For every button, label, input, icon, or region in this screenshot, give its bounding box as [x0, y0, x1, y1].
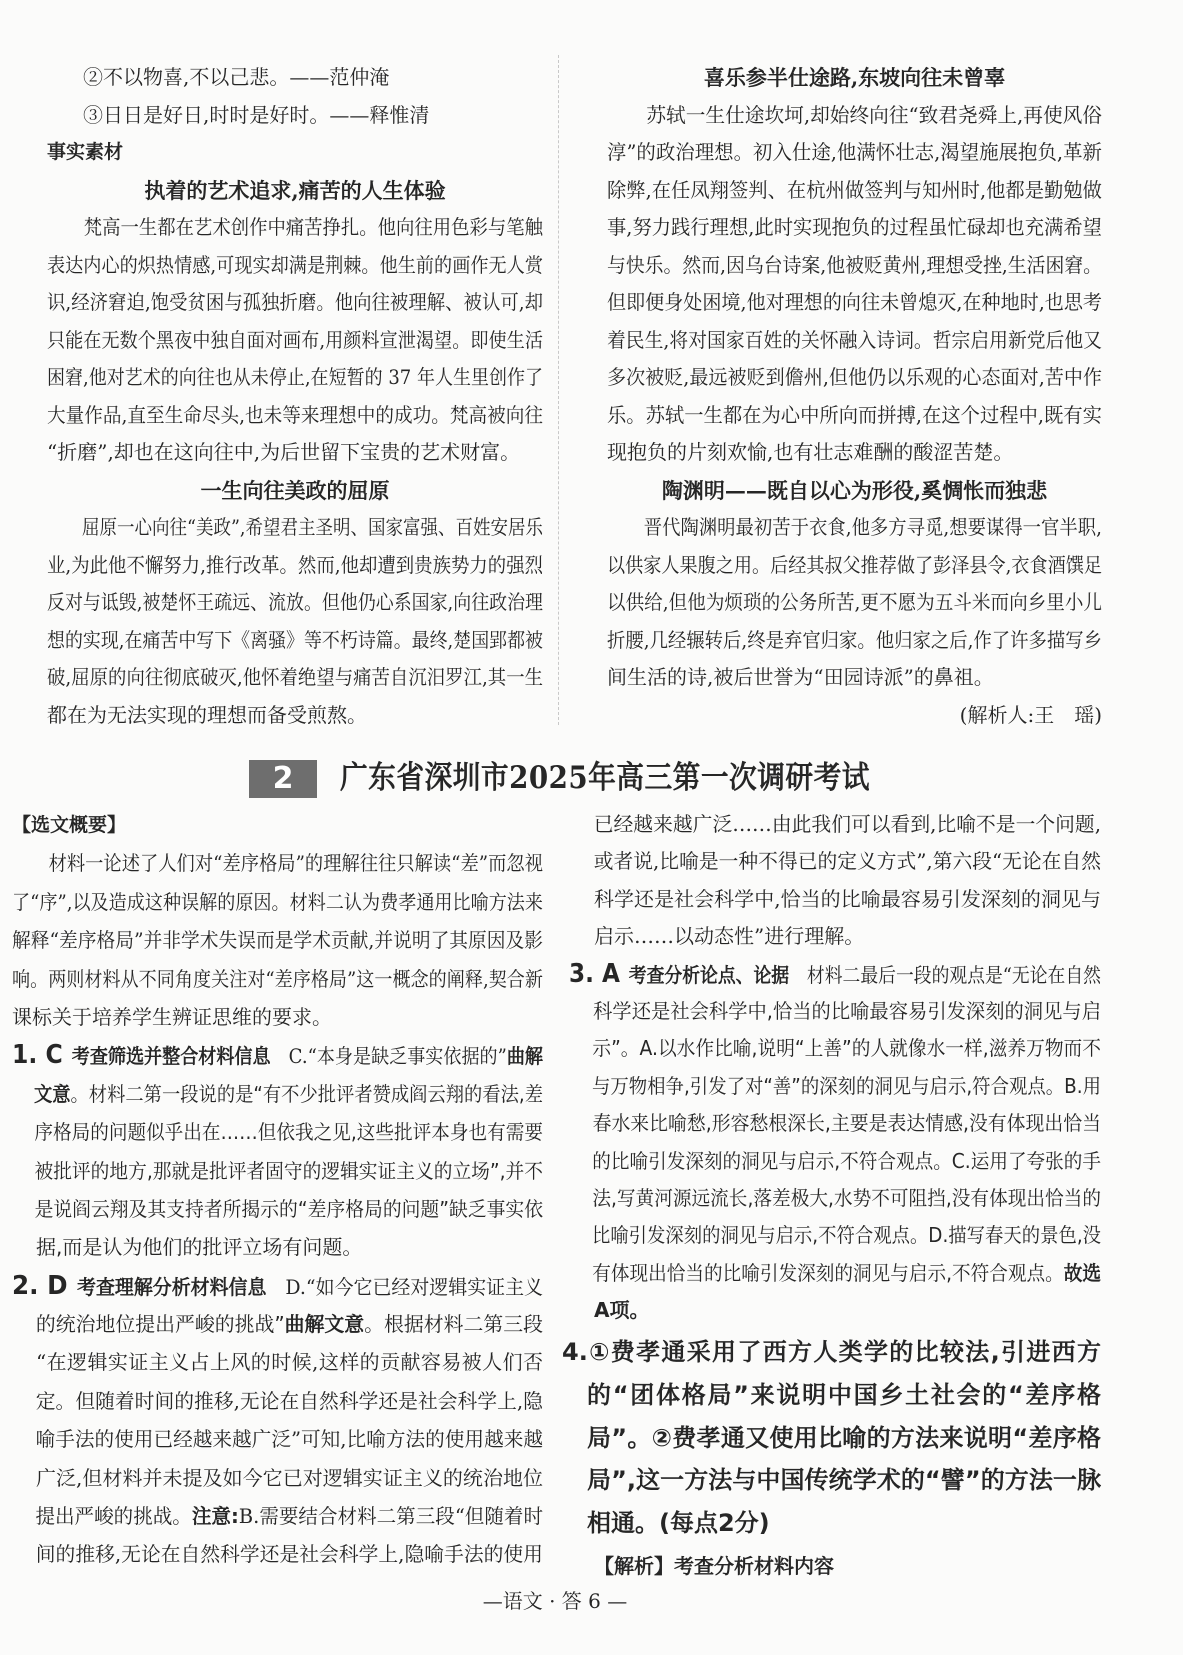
right-top-column [607, 59, 1102, 734]
text-line [569, 1068, 1102, 1105]
text-line: ②不以物喜,不以己悲。——范仲淹 [83, 65, 390, 89]
question-number: 1. C [12, 1040, 63, 1071]
text-segment: 。根据材料二第三段 [364, 1312, 544, 1337]
text-line [12, 1228, 543, 1266]
bold-text: 考查筛选并整合材料信息 [71, 1044, 271, 1069]
text-segment: 据,而是认为他们的批评立场有问题。 [36, 1235, 363, 1260]
text-line: 与快乐。然而,因乌台诗案,他被贬黄州,理想受挫,生活困窘。 [607, 252, 1103, 277]
text-line: 着民生,将对国家百姓的关怀融入诗词。哲宗启用新党后他又 [607, 327, 1102, 352]
text-line: 喻手法的使用已经越来越广泛”可知,比喻方法的使用越来越 [35, 1427, 544, 1452]
text-line: 但即便身处困境,他对理想的向往未曾熄灭,在种地时,也思考 [607, 290, 1102, 314]
text-line: “在逻辑实证主义占上风的时候,这样的贡献容易被人们否 [36, 1350, 543, 1375]
text-line [12, 1497, 544, 1535]
text-line: 科学还是社会科学中,恰当的比喻最容易引发深刻的洞见与 [594, 886, 1101, 911]
text-line: 解释“差序格局”并非学术失误而是学术贡献,并说明了其原因及影 [12, 928, 543, 953]
text-segment: 科学还是社会科学中,恰当的比喻最容易引发深刻的洞见与启 [593, 998, 1102, 1023]
text-line: 间生活的诗,被后世誉为“田园诗派”的鼻祖。 [607, 665, 994, 689]
text-line [12, 1190, 544, 1228]
text-line [569, 1217, 1102, 1254]
section-heading: 喜乐参半仕途路,东坡向往未曾辜 [703, 65, 1006, 90]
bold-text: A项。 [594, 1298, 650, 1323]
text-line: 破,屈原的向往彻底破灭,他怀着绝望与痛苦自沉汨罗江,其一生 [47, 665, 544, 689]
text-segment: 法,写黄河源远流长,落差极大,水势不可阻挡,没有体现出恰当的 [592, 1185, 1101, 1210]
text-line [569, 993, 1102, 1030]
section-heading: 执着的艺术追求,痛苦的人生体验 [144, 177, 446, 203]
text-line [569, 1292, 1101, 1329]
text-line [569, 1180, 1101, 1217]
text-segment: 示”。A.以水作比喻,说明“上善”的人就像水一样,滋养万物而不 [592, 1036, 1102, 1061]
text-segment: 被批评的地方,那就是批评者固守的逻辑实证主义的立场”,并不 [34, 1158, 544, 1183]
text-line: 困窘,他对艺术的向往也从未停止,在短暂的 37 年人生里创作了 [47, 365, 544, 389]
text-line: 晋代陶渊明最初苦于衣食,他多方寻觅,想要谋得一官半职, [643, 515, 1102, 539]
text-line: 想的实现,在痛苦中写下《离骚》等不朽诗篇。最终,楚国郢都被 [47, 627, 544, 652]
text-line: 现抱负的片刻欢愉,也有壮志难酬的酸涩苦楚。 [607, 440, 1014, 464]
text-line: 或者说,比喻是一种不得已的定义方式”,第六段“无论在自然 [593, 849, 1101, 874]
bold-text: 曲解 [506, 1044, 543, 1069]
text-line: 局”,这一方法与中国传统学术的“譬”的方法一脉 [587, 1466, 1101, 1495]
text-line [12, 1113, 544, 1151]
text-segment: 春水来比喻愁,形容愁根深长,主要是表达情感,没有体现出恰当 [592, 1111, 1101, 1136]
text-segment: 是说阎云翔及其支持者所揭示的“差序格局的问题”缺乏事实依 [34, 1196, 544, 1221]
text-line: 4.①费孝通采用了西方人类学的比较法,引进西方 [562, 1338, 1101, 1366]
text-segment: 比喻引发深刻的洞见与启示,不符合观点。D.描写春天的景色,没 [591, 1223, 1102, 1248]
section-label: 事实素材 [47, 141, 124, 163]
text-line: 大量作品,直至生命尽头,也未等来理想中的成功。梵高被向往 [47, 402, 544, 427]
text-line: ③日日是好日,时时是好时。——释惟清 [83, 102, 430, 127]
text-segment: 材料二最后一段的观点是“无论在自然 [789, 962, 1101, 987]
section-label: 【选文概要】 [12, 814, 127, 836]
text-line [569, 1143, 1102, 1180]
text-segment: 的统治地位提出严峻的挑战” [35, 1312, 285, 1337]
text-line [569, 956, 1101, 993]
text-line [569, 1548, 1101, 1584]
text-line: 除弊,在任凤翔签判、在杭州做签判与知州时,他都是勤勉做 [607, 177, 1102, 202]
text-line [12, 1305, 544, 1343]
text-line [12, 1267, 543, 1305]
section-heading: 一生向往美政的屈原 [200, 477, 390, 503]
bold-text: 故选 [1063, 1260, 1101, 1285]
text-line: 事,努力践行理想,此时实现抱负的过程虽忙碌却也充满希望 [607, 215, 1102, 239]
text-line: 梵高一生都在艺术创作中痛苦挣扎。他向往用色彩与笔触 [83, 215, 543, 239]
text-line [12, 1152, 544, 1190]
text-line: 间的推移,无论在自然科学还是社会科学上,隐喻手法的使用 [35, 1542, 543, 1567]
text-line: (解析人:王 瑶) [959, 702, 1102, 727]
text-line: 多次被贬,最远被贬到儋州,但他仍以乐观的心态面对,苦中作 [607, 365, 1102, 389]
bold-text: 【解析】考查分析材料内容 [594, 1554, 834, 1578]
bold-text: 曲解文意 [284, 1312, 365, 1337]
answer-4-block [562, 1331, 1101, 1545]
text-line: 局”。②费孝通又使用比喻的方法来说明“差序格 [587, 1423, 1101, 1452]
bold-text: 注意: [191, 1504, 239, 1529]
text-line: 反对与诋毁,被楚怀王疏远、流放。但他仍心系国家,向往政治理 [47, 590, 544, 614]
text-line: 淳”的政治理想。初入仕途,他满怀壮志,渴望施展抱负,革新 [607, 140, 1102, 164]
text-line: 已经越来越广泛……由此我们可以看到,比喻不是一个问题, [593, 812, 1102, 836]
text-segment: 与万物相争,引发了对“善”的深刻的洞见与启示,符合观点。B.用 [591, 1073, 1102, 1098]
section-heading: 陶渊明——既自以心为形役,奚惆怅而独悲 [661, 477, 1048, 503]
text-line: 以供给,但他为烦琐的公务所苦,更不愿为五斗米而向乡里小儿 [607, 590, 1103, 614]
question-number: 3. A [569, 958, 620, 989]
text-line: 只能在无数个黑夜中独自面对画布,用颜料宣泄渴望。即使生活 [47, 327, 543, 352]
text-line [569, 1030, 1102, 1067]
text-line: 乐。苏轼一生都在为心中所向而拼搏,在这个过程中,既有实 [607, 402, 1102, 427]
text-line: 业,为此他不懈努力,推行改革。然而,他却遭到贵族势力的强烈 [47, 552, 544, 577]
text-line: 都在为无法实现的理想而备受煎熬。 [47, 702, 367, 727]
text-segment: D.“如今它已经对逻辑实证主义 [266, 1274, 543, 1299]
text-line [12, 1075, 544, 1113]
text-line: 苏轼一生仕途坎坷,却始终向往“致君尧舜上,再使风俗 [646, 102, 1103, 127]
text-line: 课标关于培养学生辨证思维的要求。 [12, 1004, 332, 1029]
left-bottom-column [12, 806, 543, 1574]
bold-text: 考查分析论点、论据 [628, 962, 790, 987]
text-line [569, 1105, 1101, 1142]
text-line: 响。两则材料从不同角度关注对“差序格局”这一概念的阐释,契合新 [12, 966, 544, 991]
text-line: “折磨”,却也在这向往中,为后世留下宝贵的艺术财富。 [47, 440, 521, 464]
text-line [12, 1036, 543, 1074]
bold-text: 文意 [33, 1081, 71, 1106]
column-divider [558, 55, 559, 725]
question-number: 2. D [12, 1270, 68, 1301]
text-segment: 提出严峻的挑战。 [35, 1504, 192, 1529]
text-line: 相通。(每点2分) [587, 1509, 770, 1538]
text-line: 材料一论述了人们对“差序格局”的理解往往只解读“差”而忽视 [48, 851, 544, 876]
text-line: 广泛,但材料并未提及如今它已对逻辑实证主义的统治地位 [36, 1465, 543, 1490]
right-bottom-column [569, 806, 1101, 1329]
section-title: 广东省深圳市2025年高三第一次调研考试 [340, 760, 870, 796]
text-line: 了“序”,以及造成这种误解的原因。材料二认为费孝通用比喻方法来 [12, 889, 544, 914]
text-segment: B.需要结合材料二第三段“但随着时 [238, 1504, 544, 1529]
text-line: 识,经济窘迫,饱受贫困与孤独折磨。他向往被理解、被认可,却 [47, 290, 544, 314]
text-line: 定。但随着时间的推移,无论在自然科学还是社会科学上,隐 [35, 1388, 543, 1413]
text-segment: 的比喻引发深刻的洞见与启示,不符合观点。C.运用了夸张的手 [592, 1148, 1102, 1173]
page-footer: —语文 · 答 6 — [482, 1589, 628, 1613]
text-line: 以供家人果腹之用。后经其叔父推荐做了彭泽县令,衣食酒馔足 [607, 552, 1103, 577]
analysis-line [569, 1548, 1101, 1584]
text-line: 屈原一心向往“美政”,希望君主圣明、国家富强、百姓安居乐 [82, 515, 544, 539]
text-line: 表达内心的炽热情感,可现实却满是荆棘。他生前的画作无人赏 [47, 252, 543, 277]
text-line: 启示……以动态性”进行理解。 [594, 924, 865, 949]
text-line: 的“团体格局”来说明中国乡土社会的“差序格 [587, 1380, 1101, 1409]
text-line: 折腰,几经辗转后,终是弃官归家。他归家之后,作了许多描写乡 [607, 627, 1102, 652]
text-segment: 有体现出恰当的比喻引发深刻的洞见与启示,不符合观点。 [592, 1260, 1064, 1285]
text-line [569, 1255, 1101, 1292]
text-segment: C.“本身是缺乏事实依据的” [270, 1044, 507, 1069]
section-number-badge: 2 [249, 760, 317, 798]
left-top-column [47, 59, 543, 734]
bold-text: 考查理解分析材料信息 [76, 1274, 267, 1299]
text-segment: 。材料二第一段说的是“有不少批评者赞成阎云翔的看法,差 [70, 1081, 544, 1106]
text-segment: 序格局的问题似乎出在……但依我之见,这些批评本身也有需要 [34, 1120, 544, 1145]
